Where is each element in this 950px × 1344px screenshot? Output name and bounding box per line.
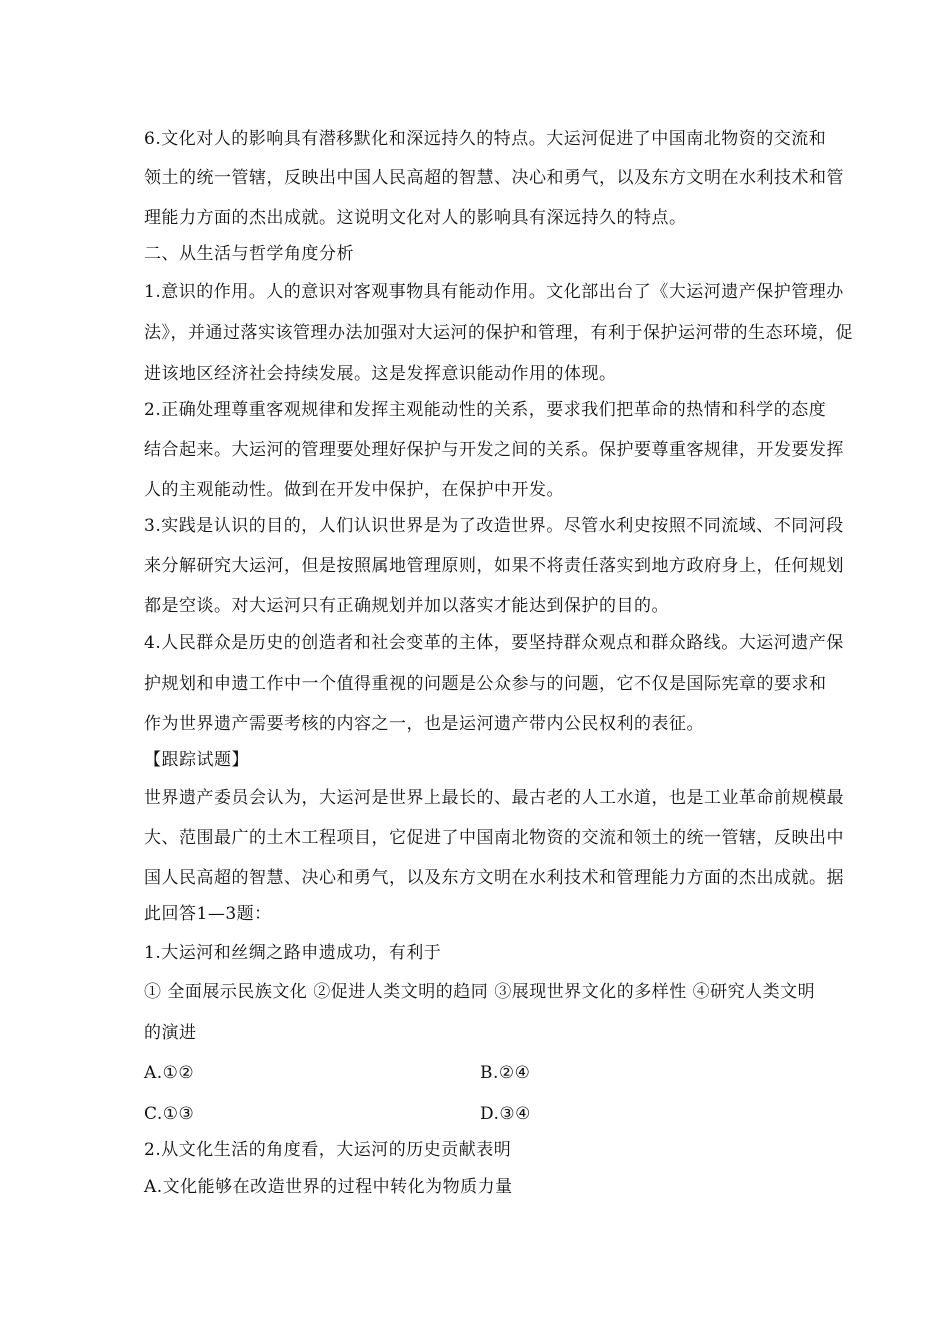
question-stem: 2.从文化生活的角度看，大运河的历史贡献表明	[144, 1140, 512, 1160]
text-line: 世界遗产委员会认为，大运河是世界上最长的、最古老的人工水道，也是工业革命前规模最	[144, 788, 844, 808]
text-line: 6.文化对人的影响具有潜移默化和深远持久的特点。大运河促进了中国南北物资的交流和	[144, 129, 827, 149]
question-stem: 1.大运河和丝绸之路申遗成功，有利于	[144, 943, 442, 963]
text-line: 进该地区经济社会持续发展。这是发挥意识能动作用的体现。	[144, 364, 617, 384]
option-a: A.文化能够在改造世界的过程中转化为物质力量	[144, 1177, 513, 1197]
text-line: 2.正确处理尊重客观规律和发挥主观能动性的关系，要求我们把革命的热情和科学的态度	[144, 400, 827, 420]
text-line: 法》，并通过落实该管理办法加强对大运河的保护和管理，有利于保护运河带的生态环境，促	[144, 323, 853, 343]
text-line: 作为世界遗产需要考核的内容之一，也是运河遗产带内公民权利的表征。	[144, 714, 704, 734]
option-c: C.①③	[144, 1104, 195, 1124]
text-line: 大、范围最广的土木工程项目，它促进了中国南北物资的交流和领土的统一管辖，反映出中	[144, 828, 844, 848]
option-d: D.③④	[480, 1104, 531, 1124]
text-line: 3.实践是认识的目的，人们认识世界是为了改造世界。尽管水利史按照不同流域、不同河段	[144, 516, 844, 536]
question-items: ① 全面展示民族文化 ②促进人类文明的趋同 ③展现世界文化的多样性 ④研究人类文明	[144, 982, 816, 1002]
text-line: 领土的统一管辖，反映出中国人民高超的智慧、决心和勇气，以及东方文明在水利技术和管	[144, 168, 844, 188]
question-items: 的演进	[144, 1023, 197, 1043]
text-line: 都是空谈。对大运河只有正确规划并加以落实才能达到保护的目的。	[144, 596, 669, 616]
text-line: 理能力方面的杰出成就。这说明文化对人的影响具有深远持久的特点。	[144, 208, 687, 228]
text-line: 结合起来。大运河的管理要处理好保护与开发之间的关系。保护要尊重客规律，开发要发挥	[144, 440, 844, 460]
option-a: A.①②	[144, 1063, 195, 1083]
section-heading: 二、从生活与哲学角度分析	[144, 244, 354, 264]
text-line: 护规划和申遗工作中一个值得重视的问题是公众参与的问题，它不仅是国际宪章的要求和	[144, 674, 827, 694]
text-line: 国人民高超的智慧、决心和勇气，以及东方文明在水利技术和管理能力方面的杰出成就。据	[144, 868, 844, 888]
option-b: B.②④	[480, 1063, 531, 1083]
text-line: 来分解研究大运河，但是按照属地管理原则，如果不将责任落实到地方政府身上，任何规划	[144, 556, 844, 576]
text-line: 此回答1—3题：	[144, 904, 272, 924]
text-line: 4.人民群众是历史的创造者和社会变革的主体，要坚持群众观点和群众路线。大运河遗产保	[144, 633, 844, 653]
text-line: 人的主观能动性。做到在开发中保护，在保护中开发。	[144, 480, 564, 500]
section-heading: 【跟踪试题】	[144, 750, 249, 770]
text-line: 1.意识的作用。人的意识对客观事物具有能动作用。文化部出台了《大运河遗产保护管理办	[144, 282, 844, 302]
